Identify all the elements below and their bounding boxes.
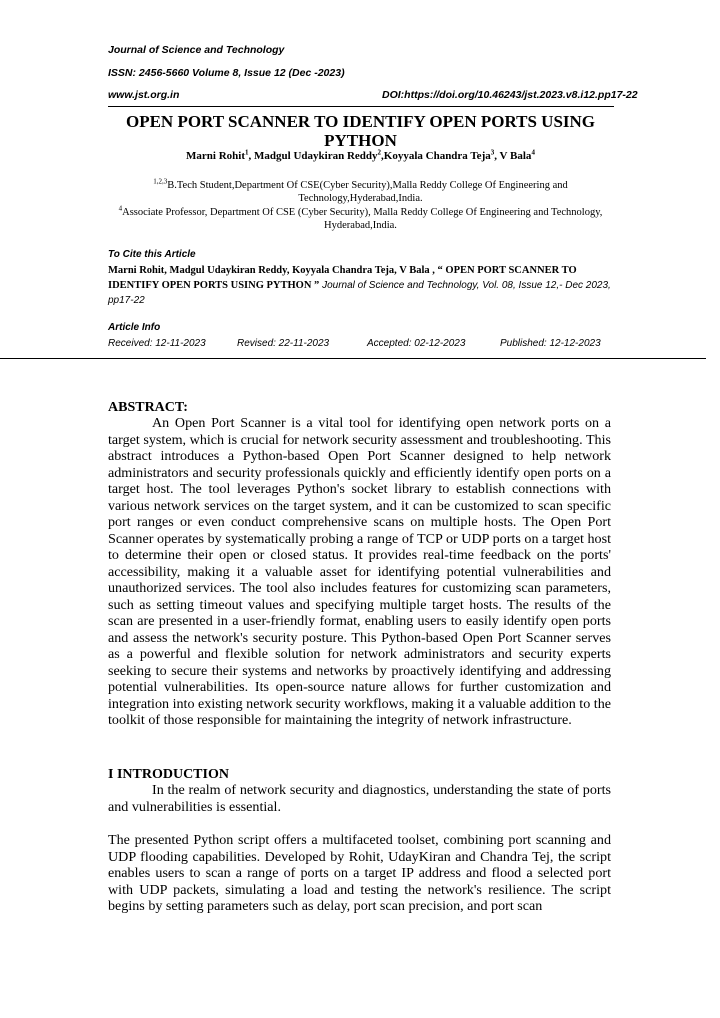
author: Marni Rohit xyxy=(186,150,246,162)
journal-name: Journal of Science and Technology xyxy=(108,44,285,56)
journal-doi: DOI:https://doi.org/10.46243/jst.2023.v8.i12.pp17-22 xyxy=(382,89,638,101)
author: Madgul Udaykiran Reddy xyxy=(254,150,378,162)
revised-date: Revised: 22-11-2023 xyxy=(237,338,330,349)
intro-paragraph: The presented Python script offers a multifaceted toolset, combining port scanning and UDP flooding capabilities. Developed by Rohit, UdayKiran and Chandra Tej, the script enables users to scan a range of ports on a target IP address and flood a selected port with UDP packets, simulating a load and testing the network's resilience. The script begins by setting parameters such as delay, port scan precision, and port scan xyxy=(108,832,611,914)
accepted-date: Accepted: 02-12-2023 xyxy=(367,338,466,349)
journal-issn: ISSN: 2456-5660 Volume 8, Issue 12 (Dec -2023) xyxy=(108,67,345,79)
author-list: Marni Rohit$^1$, Madgul Udaykiran Reddy$^2$,Koyyala Chandra Teja$^3$, V Bala$^4$ xyxy=(186,148,535,162)
author: Koyyala Chandra Teja xyxy=(383,150,491,162)
received-date: Received: 12-11-2023 xyxy=(108,338,206,349)
journal-website: www.jst.org.in xyxy=(108,89,180,101)
published-date: Published: 12-12-2023 xyxy=(500,338,601,349)
affiliation: $^{1,2,3}$B.Tech Student,Department Of CSE(Cyber Security),Malla Reddy College Of Engineering and Technology,Hyderabad,India. xyxy=(153,177,568,204)
info-rule xyxy=(0,358,706,359)
citation: Marni Rohit, Madgul Udaykiran Reddy, Koyyala Chandra Teja, V Bala , “ OPEN PORT SCANNER TO IDENTIFY OPEN PORTS USING PYTHON ” Journal of Science and Technology, Vol. 08, Issue 12,- Dec 2023, pp17-22 xyxy=(108,265,611,306)
introduction-heading: I INTRODUCTION xyxy=(108,767,229,782)
abstract-text: An Open Port Scanner is a vital tool for identifying open network ports on a target system, which is crucial for network security assessment and troubleshooting. This abstract introduces a Python-based Open Port Scanner designed to help network administrators and security professionals quickly and efficiently identify open ports on a target host. The tool leverages Python's socket library to establish connections with various network services on the target system, and it can be customized to scan specific port ranges or even conduct comprehensive scans on multiple hosts. The Open Port Scanner operates by systematically probing a range of TCP or UDP ports on a target host to determine their open or closed status. It provides real-time feedback on the ports' accessibility, making it a valuable asset for identifying potential vulnerabilities and unauthorized services. The tool also includes features for customizing scan parameters, such as setting timeout values and specifying multiple target hosts. The results of the scan are presented in a user-friendly format, enabling users to easily identify open ports and assess the network's security posture. This Python-based Open Port Scanner serves as a powerful and flexible solution for network administrators and security experts seeking to secure their systems and networks by proactively identifying and addressing potential vulnerabilities. Its open-source nature allows for further customization and integration into existing network security workflows, making it a valuable addition to the toolkit of those responsible for maintaining the integrity of network infrastructure. xyxy=(108,415,611,728)
affiliation: $^4$Associate Professor, Department Of CSE (Cyber Security), Malla Reddy College Of Engineering and Technology, Hyderabad,India. xyxy=(118,204,603,231)
abstract-heading: ABSTRACT: xyxy=(108,400,188,415)
paper-title: OPEN PORT SCANNER TO IDENTIFY OPEN PORTS USING PYTHON xyxy=(125,112,596,150)
citation-label: To Cite this Article xyxy=(108,249,196,260)
intro-paragraph: In the realm of network security and diagnostics, understanding the state of ports and vulnerabilities is essential. xyxy=(108,782,611,815)
header-rule xyxy=(108,106,614,107)
article-info-label: Article Info xyxy=(108,322,161,333)
author: V Bala xyxy=(499,150,532,162)
